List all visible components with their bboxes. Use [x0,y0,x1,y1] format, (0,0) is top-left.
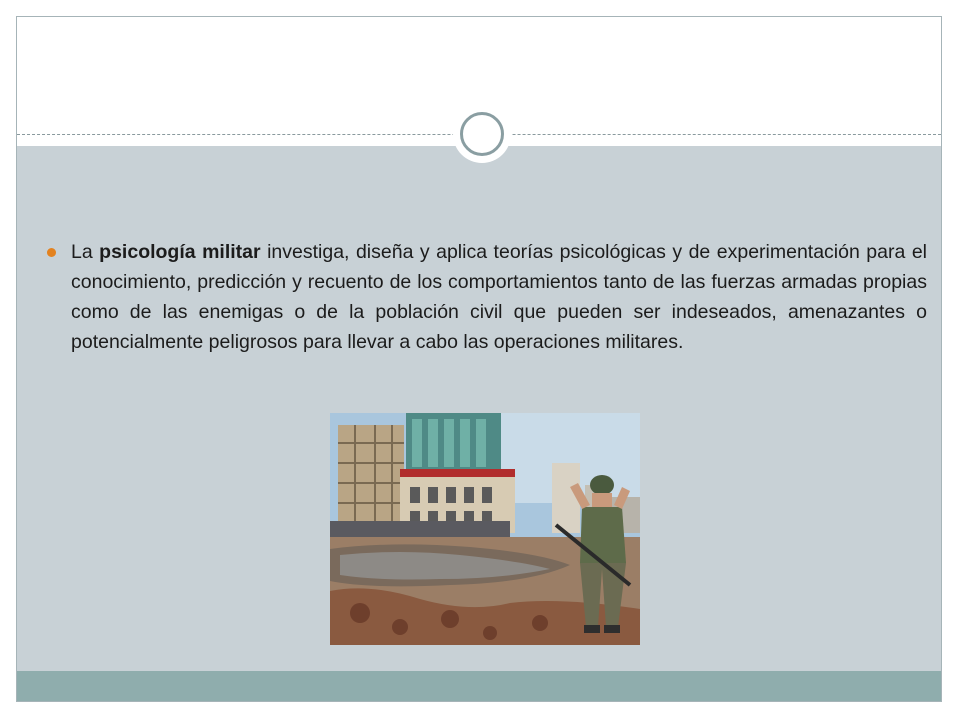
bullet-text [71,237,927,357]
bullet-item [47,237,927,357]
slide-frame [16,16,942,702]
war-scene-photo [330,413,640,645]
bullet-text-prefix: La [71,241,100,263]
footer-band [17,671,941,702]
bullet-text-rest: investiga, diseña y aplica teorías psicológicas y de experimentación para el conocimiento, predicción y recuento de los comportamientos tanto de las fuerzas armadas propias como de las enemigas o de la población civil que pueden ser indeseados, amenazantes o potencialmente peligrosos para llevar a cabo las operaciones militares. [71,241,927,353]
ring-icon [460,112,504,156]
bullet-text-bold-term: psicología militar [99,241,261,263]
bullet-dot-icon [47,248,56,257]
circle-ornament-icon [453,105,511,163]
war-scene-photo-graphic [330,413,640,645]
